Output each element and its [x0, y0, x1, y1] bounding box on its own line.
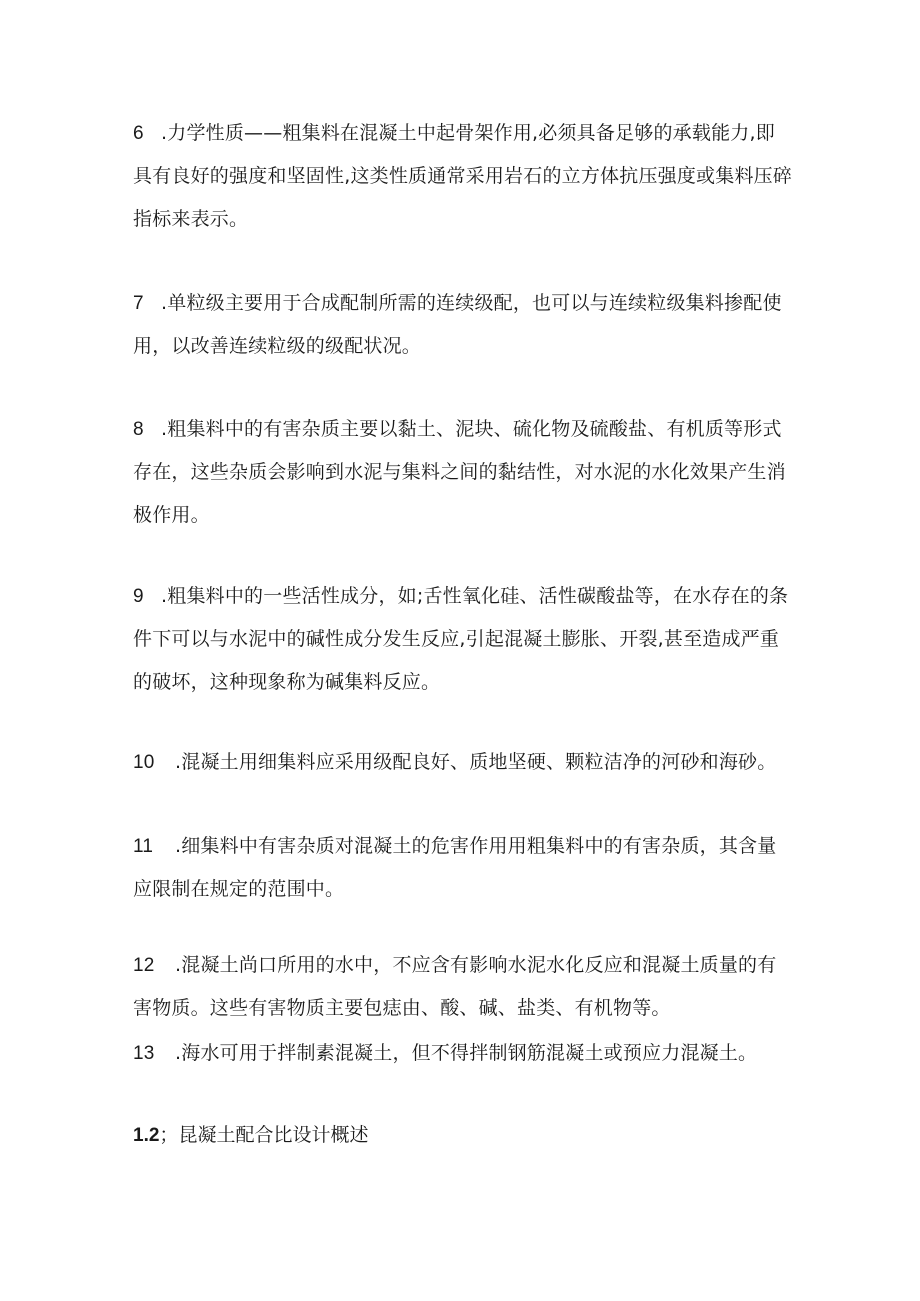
paragraph-text: .粗集料中的有害杂质主要以黏土、泥块、硫化物及硫酸盐、有机质等形式存在，这些杂质会影响到水泥与集料之间的黏结性，对水泥的水化效果产生消极作用。 [133, 418, 786, 526]
section-title: 昆凝土配合比设计概述 [178, 1124, 369, 1146]
section-heading [133, 1114, 368, 1157]
item-number: 11 [133, 836, 154, 857]
item-number: 13 [133, 1043, 155, 1064]
paragraph-10 [133, 741, 793, 784]
paragraph-12 [133, 944, 793, 1030]
item-number: 10 [133, 752, 155, 773]
paragraph-text: .混凝土尚口所用的水中，不应含有影响水泥水化反应和混凝土质量的有害物质。这些有害物质主要包痣由、酸、碱、盐类、有机物等。 [133, 954, 777, 1019]
paragraph-text: .粗集料中的一些活性成分，如;舌性氧化硅、活性碳酸盐等，在水存在的条件下可以与水泥中的碱性成分发生反应,引起混凝土膨胀、开裂,甚至造成严重的破坏，这种现象称为碱集料反应。 [133, 585, 789, 693]
paragraph-8 [133, 408, 793, 537]
paragraph-13 [133, 1032, 793, 1075]
paragraph-text: .细集料中有害杂质对混凝土的危害作用用粗集料中的有害杂质，其含量应限制在规定的范围中。 [133, 835, 777, 900]
item-number: 12 [133, 955, 155, 976]
paragraph-text: .单粒级主要用于合成配制所需的连续级配，也可以与连续粒级集料掺配使用，以改善连续粒级的级配状况。 [133, 292, 782, 357]
item-number: 6 [133, 123, 144, 144]
item-number: 8 [133, 419, 144, 440]
section-number: 1.2 [133, 1125, 160, 1146]
item-number: 7 [133, 293, 144, 314]
paragraph-9 [133, 575, 793, 704]
paragraph-text: .力学性质——粗集料在混凝土中起骨架作用,必须具备足够的承载能力,即具有良好的强度和坚固性,这类性质通常采用岩石的立方体抗压强度或集料压碎指标来表示。 [133, 122, 793, 230]
paragraph-7 [133, 282, 793, 368]
paragraph-6 [133, 112, 793, 241]
item-number: 9 [133, 586, 144, 607]
paragraph-text: .海水可用于拌制素混凝土，但不得拌制钢筋混凝土或预应力混凝土。 [175, 1042, 758, 1064]
paragraph-11 [133, 825, 793, 911]
paragraph-text: .混凝土用细集料应采用级配良好、质地坚硬、颗粒洁净的河砂和海砂。 [175, 751, 777, 773]
section-separator: ； [159, 1124, 179, 1146]
